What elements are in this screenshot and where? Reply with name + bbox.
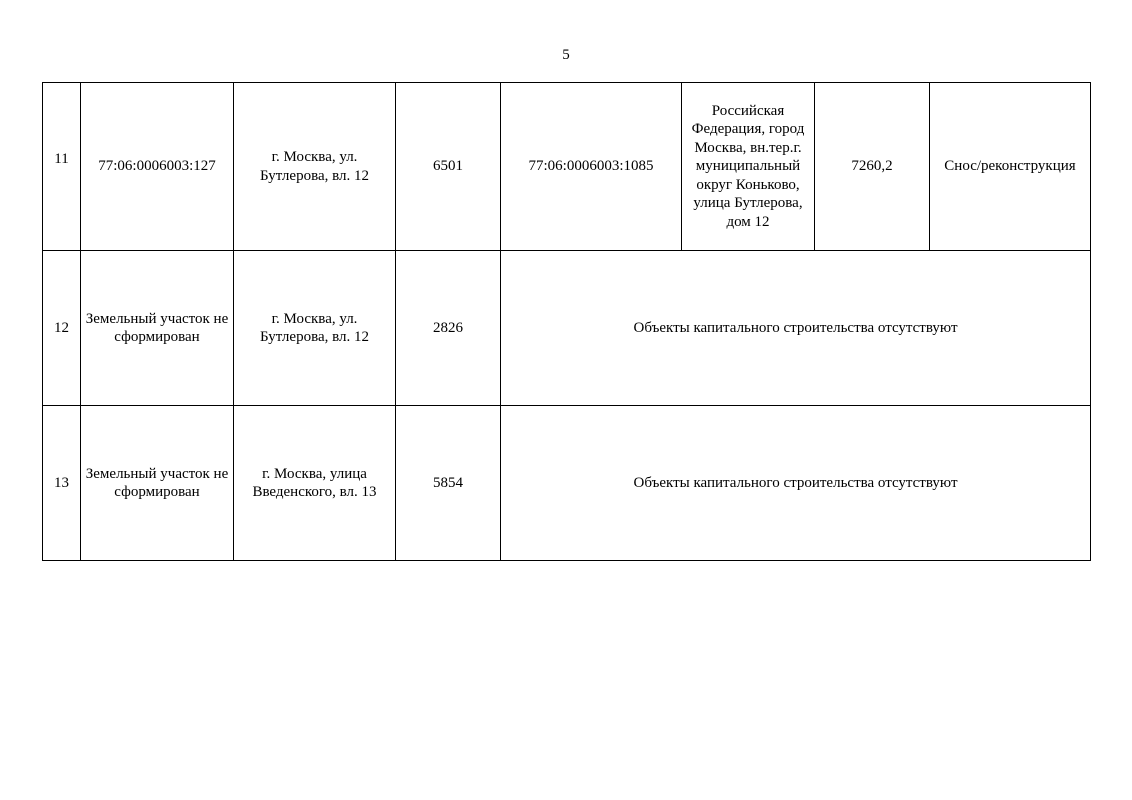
table-row	[43, 251, 1091, 406]
address-cell: г. Москва, ул. Бутлерова, вл. 12	[234, 83, 396, 251]
no-objects-note: Объекты капитального строительства отсутствуют	[501, 406, 1091, 561]
object-cadastral-number-cell: 77:06:0006003:1085	[501, 83, 682, 251]
row-number-cell: 12	[43, 251, 81, 406]
row-number-cell	[43, 83, 81, 251]
cadastral-number-cell: Земельный участок не сформирован	[81, 251, 234, 406]
table-row	[43, 83, 1091, 251]
object-address-cell: Российская Федерация, город Москва, вн.тер.г. муниципальный округ Коньково, улица Бутлерова, дом 12	[682, 83, 815, 251]
cadastral-number-cell: Земельный участок не сформирован	[81, 406, 234, 561]
action-cell: Снос/реконструкция	[930, 83, 1091, 251]
cadastral-number-cell: 77:06:0006003:127	[81, 83, 234, 251]
address-cell: г. Москва, ул. Бутлерова, вл. 12	[234, 251, 396, 406]
table-row	[43, 406, 1091, 561]
area-cell: 6501	[396, 83, 501, 251]
page-number: 5	[562, 47, 570, 63]
address-cell: г. Москва, улица Введенского, вл. 13	[234, 406, 396, 561]
object-area-cell: 7260,2	[815, 83, 930, 251]
land-plots-table	[42, 82, 1091, 561]
area-cell: 5854	[396, 406, 501, 561]
row-number-cell: 13	[43, 406, 81, 561]
no-objects-note: Объекты капитального строительства отсутствуют	[501, 251, 1091, 406]
row-number: 11	[54, 151, 69, 168]
area-cell: 2826	[396, 251, 501, 406]
